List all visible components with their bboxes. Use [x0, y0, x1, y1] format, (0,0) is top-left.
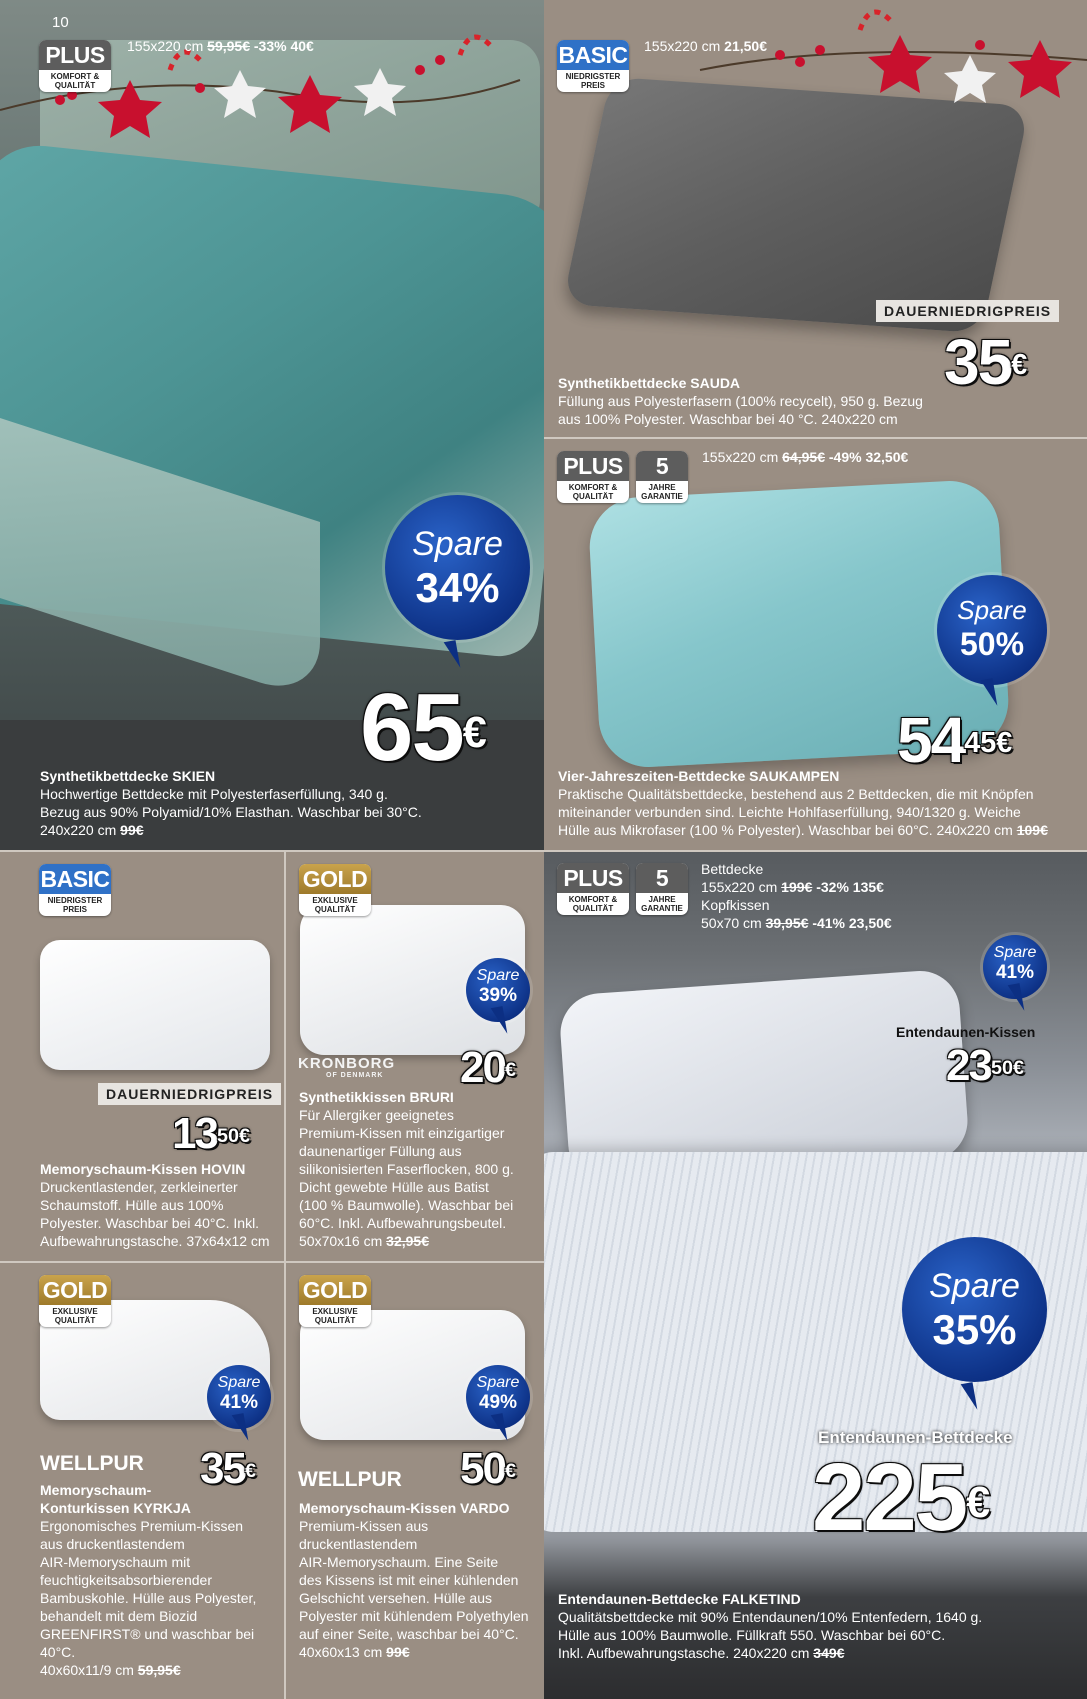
garantie-badge-falketind: 5 JAHRE GARANTIE: [636, 863, 688, 915]
pillow-image-hovin: [40, 940, 270, 1070]
plus-badge-falketind: PLUS KOMFORT & QUALITÄT: [557, 863, 629, 915]
divider-vertical: [284, 852, 286, 1699]
kronborg-logo: KRONBORG OF DENMARK: [298, 1055, 396, 1079]
spare-bubble-falketind-decke: Spare 35%: [902, 1237, 1047, 1382]
spare-bubble-saukampen: Spare 50%: [937, 575, 1047, 685]
dauerniedrigpreis-tag-sauda: DAUERNIEDRIGPREIS: [876, 300, 1059, 322]
price-saukampen: $54^{45€}$: [897, 704, 1013, 776]
spare-bubble-falketind-kissen: Spare 41%: [983, 935, 1047, 999]
divider-horizontal: [0, 1261, 544, 1263]
gold-badge-bruri: GOLD EXKLUSIVE QUALITÄT: [299, 864, 371, 916]
price-skien: 65€: [360, 674, 487, 781]
price-falketind: 225€: [812, 1444, 991, 1551]
divider-horizontal: [0, 850, 1087, 852]
basic-badge-sauda: BASIC NIEDRIGSTER PREIS: [558, 42, 628, 90]
divider-horizontal: [544, 437, 1087, 439]
size-price-line-sauda: 155x220 cm 21,50€: [644, 38, 767, 54]
spare-bubble-bruri: Spare 39%: [466, 958, 530, 1022]
price-sauda: 35€: [944, 326, 1028, 398]
size-price-lines-falketind: Bettdecke 155x220 cm 199€ -32% 135€ Kopfkissen 50x70 cm 39,95€ -41% 23,50€: [701, 861, 892, 931]
description-bruri: Synthetikkissen BRURI Für Allergiker geeignetes Premium-Kissen mit einzigartiger daunenartiger Füllung aus silikonisierten Faserflocken, 800 g. Dicht gewebte Hülle aus Batist (100 % Baumwolle). Waschbar bei 60°C. Inkl. Aufbewahrungsbeutel. 50x70x16 cm 32,95€: [299, 1089, 514, 1249]
price-falketind-kissen: $23^{50€}$: [946, 1041, 1024, 1090]
kissen-label-falketind: Entendaunen-Kissen: [896, 1024, 1036, 1040]
price-hovin: $13^{50€}$: [172, 1109, 250, 1158]
spare-bubble-skien: Spare 34%: [385, 495, 530, 640]
plus-badge-saukampen: PLUS KOMFORT & QUALITÄT: [557, 451, 629, 503]
basic-badge-hovin: BASIC NIEDRIGSTER PREIS: [40, 866, 110, 914]
price-vardo: 50€: [460, 1444, 516, 1493]
price-kyrkja: 35€: [200, 1444, 256, 1493]
christmas-garland-decoration: [0, 0, 1087, 150]
price-bruri: 20€: [460, 1043, 516, 1092]
description-saukampen: Vier-Jahreszeiten-Bettdecke SAUKAMPEN Praktische Qualitätsbettdecke, bestehend aus 2 Bettdecken, die mit Knöpfen miteinander verbunden sind. Leichte Hohlfaserfüllung, 940/1320 g. Weiche Hülle aus Mikrofaser (100 % Polyester). Waschbar bei 60°C. 240x220 cm 109€: [558, 768, 1048, 838]
description-vardo: Memoryschaum-Kissen VARDO Premium-Kissen aus druckentlastendem AIR-Memoryschaum. Eine Seite des Kissens ist mit einer kühlenden Gelschicht versehen. Hülle aus Polyester mit kühlendem Polyethylen auf einer Seite, waschbar bei 40°C. 40x60x13 cm 99€: [299, 1500, 529, 1660]
description-kyrkja: Memoryschaum- Konturkissen KYRKJA Ergonomisches Premium-Kissen aus druckentlastendem AIR-Memoryschaum mit feuchtigkeitsabsorbierender Bambuskohle. Hülle aus Polyester, behandelt mit dem Biozid GREENFIRST® und waschbar bei 40°C. 40x60x11/9 cm 59,95€: [40, 1482, 257, 1678]
size-price-line-skien: 155x220 cm 59,95€ -33% 40€: [127, 38, 314, 54]
garantie-badge-saukampen: 5 JAHRE GARANTIE: [636, 451, 688, 503]
gold-badge-vardo: GOLD EXKLUSIVE QUALITÄT: [299, 1275, 371, 1327]
plus-badge-skien: PLUS KOMFORT & QUALITÄT: [39, 40, 111, 92]
wellpur-logo-vardo: WELLPUR: [298, 1468, 402, 1491]
decke-label-falketind: Entendaunen-Bettdecke: [818, 1428, 1013, 1447]
dauerniedrigpreis-tag-hovin: DAUERNIEDRIGPREIS: [98, 1083, 281, 1105]
spare-bubble-vardo: Spare 49%: [466, 1365, 530, 1429]
description-falketind: Entendaunen-Bettdecke FALKETIND Qualitätsbettdecke mit 90% Entendaunen/10% Entenfedern, 1640 g. Hülle aus 100% Baumwolle. Füllkraft 550. Waschbar bei 60°C. Inkl. Aufbewahrungstasche. 240x220 cm 349€: [558, 1591, 983, 1661]
description-hovin: Memoryschaum-Kissen HOVIN Druckentlastender, zerkleinerter Schaumstoff. Hülle aus 100% Polyester. Waschbar bei 40°C. Inkl. Aufbewahrungstasche. 37x64x12 cm: [40, 1161, 270, 1249]
size-price-line-saukampen: 155x220 cm 64,95€ -49% 32,50€: [702, 449, 909, 465]
spare-bubble-kyrkja: Spare 41%: [207, 1365, 271, 1429]
description-skien: Synthetikbettdecke SKIEN Hochwertige Bettdecke mit Polyesterfaserfüllung, 340 g. Bezug aus 90% Polyamid/10% Elasthan. Waschbar bei 30°C. 240x220 cm 99€: [40, 768, 422, 838]
page-number: 10: [52, 14, 69, 31]
wellpur-logo-kyrkja: WELLPUR: [40, 1452, 144, 1475]
description-sauda: Synthetikbettdecke SAUDA Füllung aus Polyesterfasern (100% recycelt), 950 g. Bezug aus 100% Polyester. Waschbar bei 40 °C. 240x220 cm: [558, 375, 923, 427]
gold-badge-kyrkja: GOLD EXKLUSIVE QUALITÄT: [39, 1275, 111, 1327]
